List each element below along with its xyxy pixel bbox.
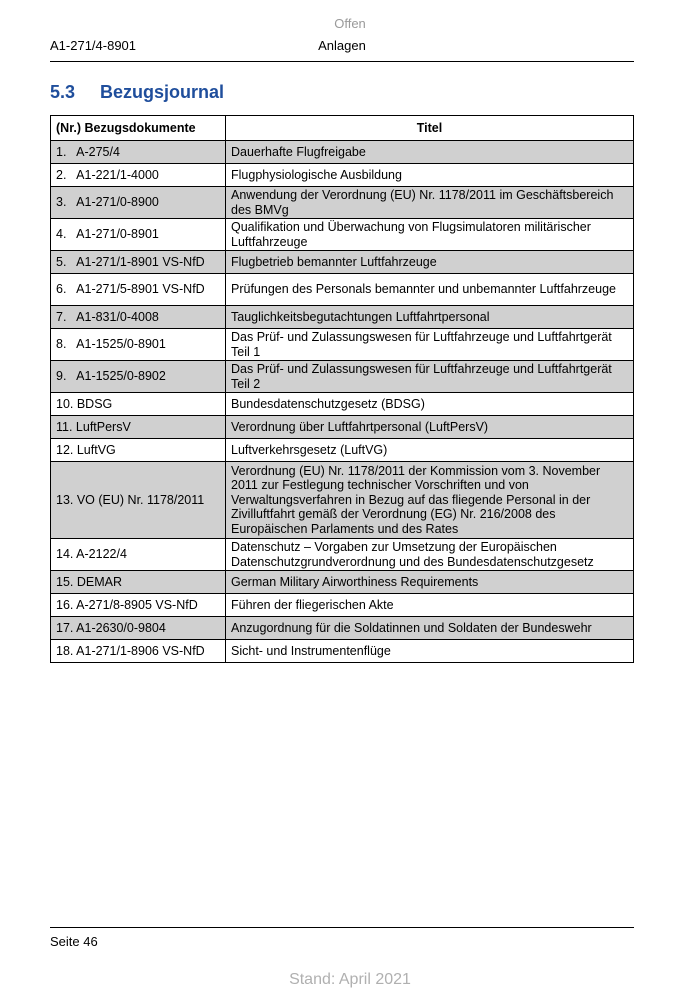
table-body (51, 141, 634, 663)
reference-document-cell: 5. A1-271/1-8901 VS-NfD (51, 251, 226, 274)
reference-title-cell: Bundesdatenschutzgesetz (BDSG) (226, 393, 634, 416)
reference-title-cell: Flugbetrieb bemannter Luftfahrzeuge (226, 251, 634, 274)
stand-date: Stand: April 2021 (289, 971, 411, 988)
reference-document-cell: 2. A1-221/1-4000 (51, 164, 226, 187)
table-row (51, 462, 634, 539)
reference-title-cell: Anzugordnung für die Soldatinnen und Soldaten der Bundeswehr (226, 617, 634, 640)
document-id: A1-271/4-8901 (50, 38, 137, 53)
reference-title-cell: Führen der fliegerischen Akte (226, 594, 634, 617)
reference-document-cell: 7. A1-831/0-4008 (51, 306, 226, 329)
reference-document-cell: 10. BDSG (51, 393, 226, 416)
column-header-title: Titel (226, 116, 634, 141)
table-row (51, 416, 634, 439)
table-row (51, 439, 634, 462)
reference-title-cell: Sicht- und Instrumentenflüge (226, 640, 634, 663)
reference-document-cell: 15. DEMAR (51, 571, 226, 594)
table-row (51, 393, 634, 416)
classification-label: Offen (334, 16, 366, 31)
table-row (51, 219, 634, 251)
header-section: Anlagen (318, 38, 366, 53)
table-row (51, 361, 634, 393)
reference-document-cell: 1. A-275/4 (51, 141, 226, 164)
reference-document-cell: 3. A1-271/0-8900 (51, 187, 226, 219)
table-row (51, 274, 634, 306)
reference-title-cell: Datenschutz – Vorgaben zur Umsetzung der Europäischen Datenschutzgrundverordnung und des Bundesdatenschutzgesetz (226, 539, 634, 571)
reference-title-cell: Dauerhafte Flugfreigabe (226, 141, 634, 164)
table-row (51, 141, 634, 164)
table-row (51, 539, 634, 571)
page-header (50, 38, 634, 60)
reference-title-cell: Verordnung über Luftfahrtpersonal (LuftPersV) (226, 416, 634, 439)
section-title: Bezugsjournal (100, 82, 225, 102)
table-header-row (51, 116, 634, 141)
reference-title-cell: Das Prüf- und Zulassungswesen für Luftfahrzeuge und Luftfahrtgerät Teil 2 (226, 361, 634, 393)
reference-document-cell: 6. A1-271/5-8901 VS-NfD (51, 274, 226, 306)
table-row (51, 571, 634, 594)
reference-document-cell: 16. A-271/8-8905 VS-NfD (51, 594, 226, 617)
table-row (51, 617, 634, 640)
reference-journal-table (50, 115, 634, 663)
reference-document-cell: 9. A1-1525/0-8902 (51, 361, 226, 393)
reference-document-cell: 4. A1-271/0-8901 (51, 219, 226, 251)
footer-divider (50, 927, 634, 928)
table-row (51, 251, 634, 274)
reference-title-cell: Tauglichkeitsbegutachtungen Luftfahrtpersonal (226, 306, 634, 329)
reference-document-cell: 18. A1-271/1-8906 VS-NfD (51, 640, 226, 663)
reference-title-cell: Verordnung (EU) Nr. 1178/2011 der Kommission vom 3. November 2011 zur Festlegung technischer Vorschriften und von Verwaltungsverfahren in Bezug auf das fliegende Personal in der Zivilluftfahrt gemäß der Verordnung (EG) Nr. 216/2008 des Europäischen Parlaments und des Rates (226, 462, 634, 539)
section-number: 5.3 (50, 82, 76, 102)
reference-document-cell: 8. A1-1525/0-8901 (51, 329, 226, 361)
reference-document-cell: 17. A1-2630/0-9804 (51, 617, 226, 640)
reference-document-cell: 12. LuftVG (51, 439, 226, 462)
table-row (51, 164, 634, 187)
reference-title-cell: Qualifikation und Überwachung von Flugsimulatoren militärischer Luftfahrzeuge (226, 219, 634, 251)
table-row (51, 187, 634, 219)
table-row (51, 594, 634, 617)
column-header-documents: (Nr.) Bezugsdokumente (51, 116, 226, 141)
page-number: Seite 46 (50, 934, 98, 949)
reference-document-cell: 13. VO (EU) Nr. 1178/2011 (51, 462, 226, 539)
reference-document-cell: 14. A-2122/4 (51, 539, 226, 571)
reference-title-cell: Flugphysiologische Ausbildung (226, 164, 634, 187)
table-row (51, 329, 634, 361)
reference-document-cell: 11. LuftPersV (51, 416, 226, 439)
table-row (51, 640, 634, 663)
table-row (51, 306, 634, 329)
reference-title-cell: Luftverkehrsgesetz (LuftVG) (226, 439, 634, 462)
reference-title-cell: Prüfungen des Personals bemannter und unbemannter Luftfahrzeuge (226, 274, 634, 306)
header-divider (50, 61, 634, 62)
reference-title-cell: Das Prüf- und Zulassungswesen für Luftfahrzeuge und Luftfahrtgerät Teil 1 (226, 329, 634, 361)
reference-title-cell: German Military Airworthiness Requirements (226, 571, 634, 594)
section-heading (50, 82, 224, 103)
reference-title-cell: Anwendung der Verordnung (EU) Nr. 1178/2011 im Geschäftsbereich des BMVg (226, 187, 634, 219)
